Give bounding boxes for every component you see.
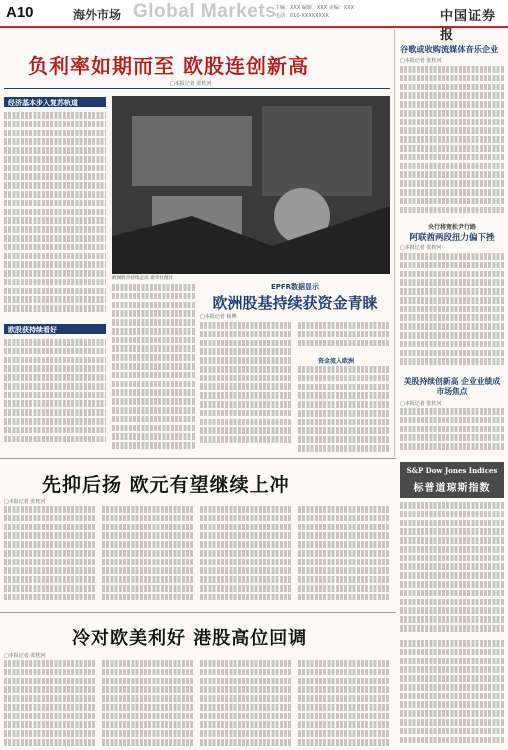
page-number: A10 [6, 4, 34, 21]
section-title-en: Global Markets [133, 1, 277, 22]
story2-headline: 阿联酋两段扭力偏下挫 [409, 233, 495, 243]
middle-body-col1 [200, 322, 292, 454]
header-meta-line: 电话：010-XXXXXXXX [275, 13, 329, 19]
lead-body-col2 [112, 284, 196, 454]
page-header [0, 0, 508, 43]
middle-kicker: EPFR数据显示 [270, 283, 320, 291]
lead-body-col1b [4, 339, 106, 454]
header-meta-line: 主编：XXX 编辑：XXX 美编：XXX [275, 5, 355, 11]
story-c-byline: □本报记者 张枕河 [4, 653, 46, 659]
logo-text-cn: 标普道琼斯指数 [413, 483, 491, 494]
divider [0, 458, 396, 459]
story-b-byline: □本报记者 张枕河 [4, 499, 46, 505]
story2-body [400, 253, 504, 373]
middle-body-col2a [298, 322, 390, 352]
story-b-col3 [200, 506, 292, 606]
right-bottom-body-2 [400, 640, 504, 748]
story3-headline: 美股持续创新高 企业业绩成市场焦点 [403, 377, 501, 396]
story-b-col4 [298, 506, 390, 606]
middle-subhead: 资金流入欧洲 [318, 358, 355, 365]
column-divider [394, 30, 395, 457]
story-c-col3 [200, 660, 292, 748]
story1-byline: □本报记者 张枕河 [400, 58, 442, 64]
story3-byline: □本报记者 张枕河 [400, 401, 442, 407]
story-c-col1 [4, 660, 96, 748]
lead-headline: 负利率如期而至 欧股连创新高 [28, 54, 309, 78]
lead-photo [112, 96, 390, 274]
lead-byline: □本报记者 张枕河 [170, 81, 212, 87]
middle-body-col2b [298, 366, 390, 454]
sp-dow-jones-logo [400, 462, 504, 498]
middle-byline: □本报记者 杨博 [200, 314, 237, 320]
header-meta [275, 4, 425, 20]
divider [0, 612, 396, 613]
story1-title: 谷歌或收购流媒体音乐企业 [400, 44, 499, 54]
lead-subhead-2: 欧股获持续看好 [8, 326, 57, 334]
story-b-col2 [102, 506, 194, 606]
story2-kicker: 央行将宽松尹行路 [427, 224, 476, 231]
lead-subhead-1: 经济基本步入复苏轨道 [8, 99, 78, 107]
middle-headline: 欧洲股基持续获资金青睐 [212, 294, 378, 312]
divider [4, 88, 390, 89]
lead-photo-caption: 欧洲股市持续走高 新华社图片 [112, 276, 174, 281]
story-b-headline: 先抑后扬 欧元有望继续上冲 [42, 474, 290, 496]
newspaper-brand: 中国证券报 [440, 9, 497, 43]
story1-body [400, 66, 504, 218]
story-b-col1 [4, 506, 96, 606]
story3-body [400, 408, 504, 454]
story-c-col4 [298, 660, 390, 748]
right-bottom-body [400, 502, 504, 638]
logo-text-en: S&P Dow Jones Indices [406, 466, 498, 475]
story-c-headline: 冷对欧美利好 港股高位回调 [72, 628, 308, 649]
stock-exchange-photo-icon [112, 96, 390, 274]
lead-body-col1 [4, 112, 106, 322]
story2-byline: □本报记者 张枕河 [400, 245, 442, 251]
section-title-cn: 海外市场 [73, 8, 122, 22]
story-c-col2 [102, 660, 194, 748]
